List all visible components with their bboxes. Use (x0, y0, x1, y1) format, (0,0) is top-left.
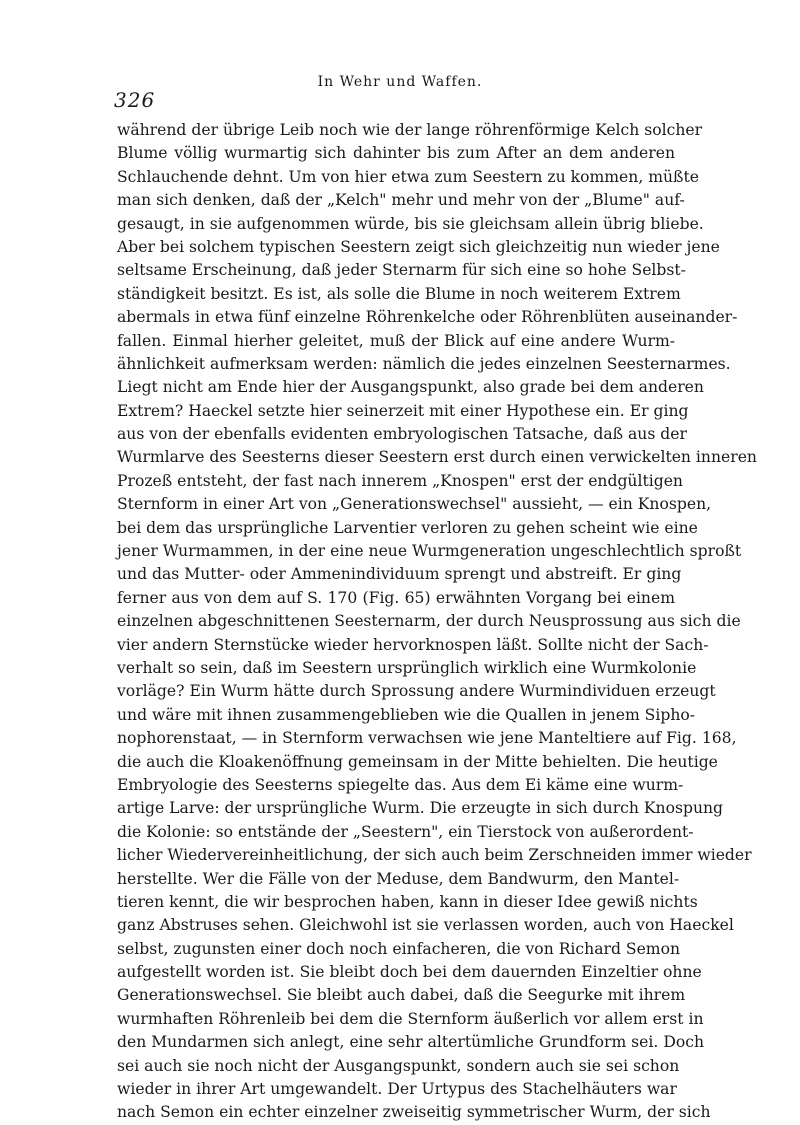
text-line: tieren kennt, die wir besprochen haben, kann in dieser Idee gewiß nichts (117, 892, 698, 911)
text-line: Embryologie des Seesterns spiegelte das. Aus dem Ei käme eine wurm- (117, 775, 684, 794)
text-line: die Kolonie: so entstände der „Seestern", ein Tierstock von außerordent- (117, 822, 694, 841)
text-line: seltsame Erscheinung, daß jeder Sternarm für sich eine so hohe Selbst- (117, 261, 686, 280)
text-line: wurmhaften Röhrenleib bei dem die Sternform äußerlich vor allem erst in (117, 1009, 704, 1028)
text-line: und das Mutter- oder Ammenindividuum sprengt und abstreift. Er ging (117, 565, 682, 584)
text-line: nophorenstaat, — in Sternform verwachsen wie jene Manteltiere auf Fig. 168, (117, 729, 737, 748)
text-line: vorläge? Ein Wurm hätte durch Sprossung andere Wurmindividuen erzeugt (117, 682, 716, 701)
text-line: ganz Abstruses sehen. Gleichwohl ist sie verlassen worden, auch von Haeckel (117, 916, 734, 935)
text-line: und wäre mit ihnen zusammengeblieben wie die Quallen in jenem Sipho- (117, 705, 696, 724)
text-line: sei auch sie noch nicht der Ausgangspunkt, sondern auch sie sei schon (117, 1056, 680, 1075)
text-line: licher Wiedervereinheitlichung, der sich auch beim Zerschneiden immer wieder (117, 846, 752, 865)
text-line: wieder in ihrer Art umgewandelt. Der Urtypus des Stachelhäuters war (117, 1080, 677, 1099)
text-line: Blume völlig wurmartig sich dahinter bis zum After an dem anderen (117, 144, 675, 163)
text-line: die auch die Kloakenöffnung gemeinsam in der Mitte behielten. Die heutige (117, 752, 718, 771)
text-line: jener Wurmammen, in der eine neue Wurmgeneration ungeschlechtlich sproßt (117, 542, 742, 561)
text-line: vier andern Sternstücke wieder hervorknospen läßt. Sollte nicht der Sach- (117, 635, 709, 654)
text-line: artige Larve: der ursprüngliche Wurm. Die erzeugte in sich durch Knospung (117, 799, 724, 818)
text-line: bei dem das ursprüngliche Larventier verloren zu gehen scheint wie eine (117, 518, 698, 537)
text-line: Schlauchende dehnt. Um von hier etwa zum Seestern zu kommen, müßte (117, 167, 699, 186)
text-line: aus von der ebenfalls evidenten embryologischen Tatsache, daß aus der (117, 425, 687, 444)
page-number: 326 (114, 88, 156, 112)
text-line: abermals in etwa fünf einzelne Röhrenkelche oder Röhrenblüten auseinander- (117, 308, 738, 327)
text-line: Wurmlarve des Seesterns dieser Seestern erst durch einen verwickelten inneren (117, 448, 757, 467)
running-head: In Wehr und Waffen. (317, 74, 483, 90)
text-line: Extrem? Haeckel setzte hier seinerzeit mit einer Hypothese ein. Er ging (117, 401, 689, 420)
text-line: Aber bei solchem typischen Seestern zeigt sich gleichzeitig nun wieder jene (117, 237, 720, 256)
text-line: nach Semon ein echter einzelner zweiseitig symmetrischer Wurm, der sich (117, 1103, 711, 1122)
text-line: den Mundarmen sich anlegt, eine sehr altertümliche Grundform sei. Doch (117, 1033, 704, 1052)
text-line: Generationswechsel. Sie bleibt auch dabei, daß die Seegurke mit ihrem (117, 986, 686, 1005)
text-line: Liegt nicht am Ende hier der Ausgangspunkt, also grade bei dem anderen (117, 378, 704, 397)
text-line: gesaugt, in sie aufgenommen würde, bis sie gleichsam allein übrig bliebe. (117, 214, 704, 233)
text-line: Prozeß entsteht, der fast nach innerem „Knospen" erst der endgültigen (117, 471, 683, 490)
text-line: während der übrige Leib noch wie der lange röhrenförmige Kelch solcher (117, 121, 703, 139)
text-line: verhalt so sein, daß im Seestern ursprünglich wirklich eine Wurmkolonie (117, 658, 697, 677)
text-line: ferner aus von dem auf S. 170 (Fig. 65) erwähnten Vorgang bei einem (117, 588, 675, 607)
text-line: selbst, zugunsten einer doch noch einfacheren, die von Richard Semon (117, 939, 681, 958)
text-line: einzelnen abgeschnittenen Seesternarm, der durch Neusprossung aus sich die (117, 612, 741, 631)
body-text (117, 119, 757, 1125)
text-line: aufgestellt worden ist. Sie bleibt doch bei dem dauernden Einzeltier ohne (117, 963, 702, 982)
text-line: ähnlichkeit aufmerksam werden: nämlich die jedes einzelnen Seesternarmes. (117, 354, 731, 373)
text-line: Sternform in einer Art von „Generationswechsel" aussieht, — ein Knospen, (117, 495, 712, 514)
text-line: fallen. Einmal hierher geleitet, muß der Blick auf eine andere Wurm- (117, 331, 675, 350)
text-line: man sich denken, daß der „Kelch" mehr und mehr von der „Blume" auf- (117, 191, 685, 210)
text-line: ständigkeit besitzt. Es ist, als solle die Blume in noch weiterem Extrem (117, 284, 681, 303)
text-line: herstellte. Wer die Fälle von der Meduse, dem Bandwurm, den Mantel- (117, 869, 680, 888)
